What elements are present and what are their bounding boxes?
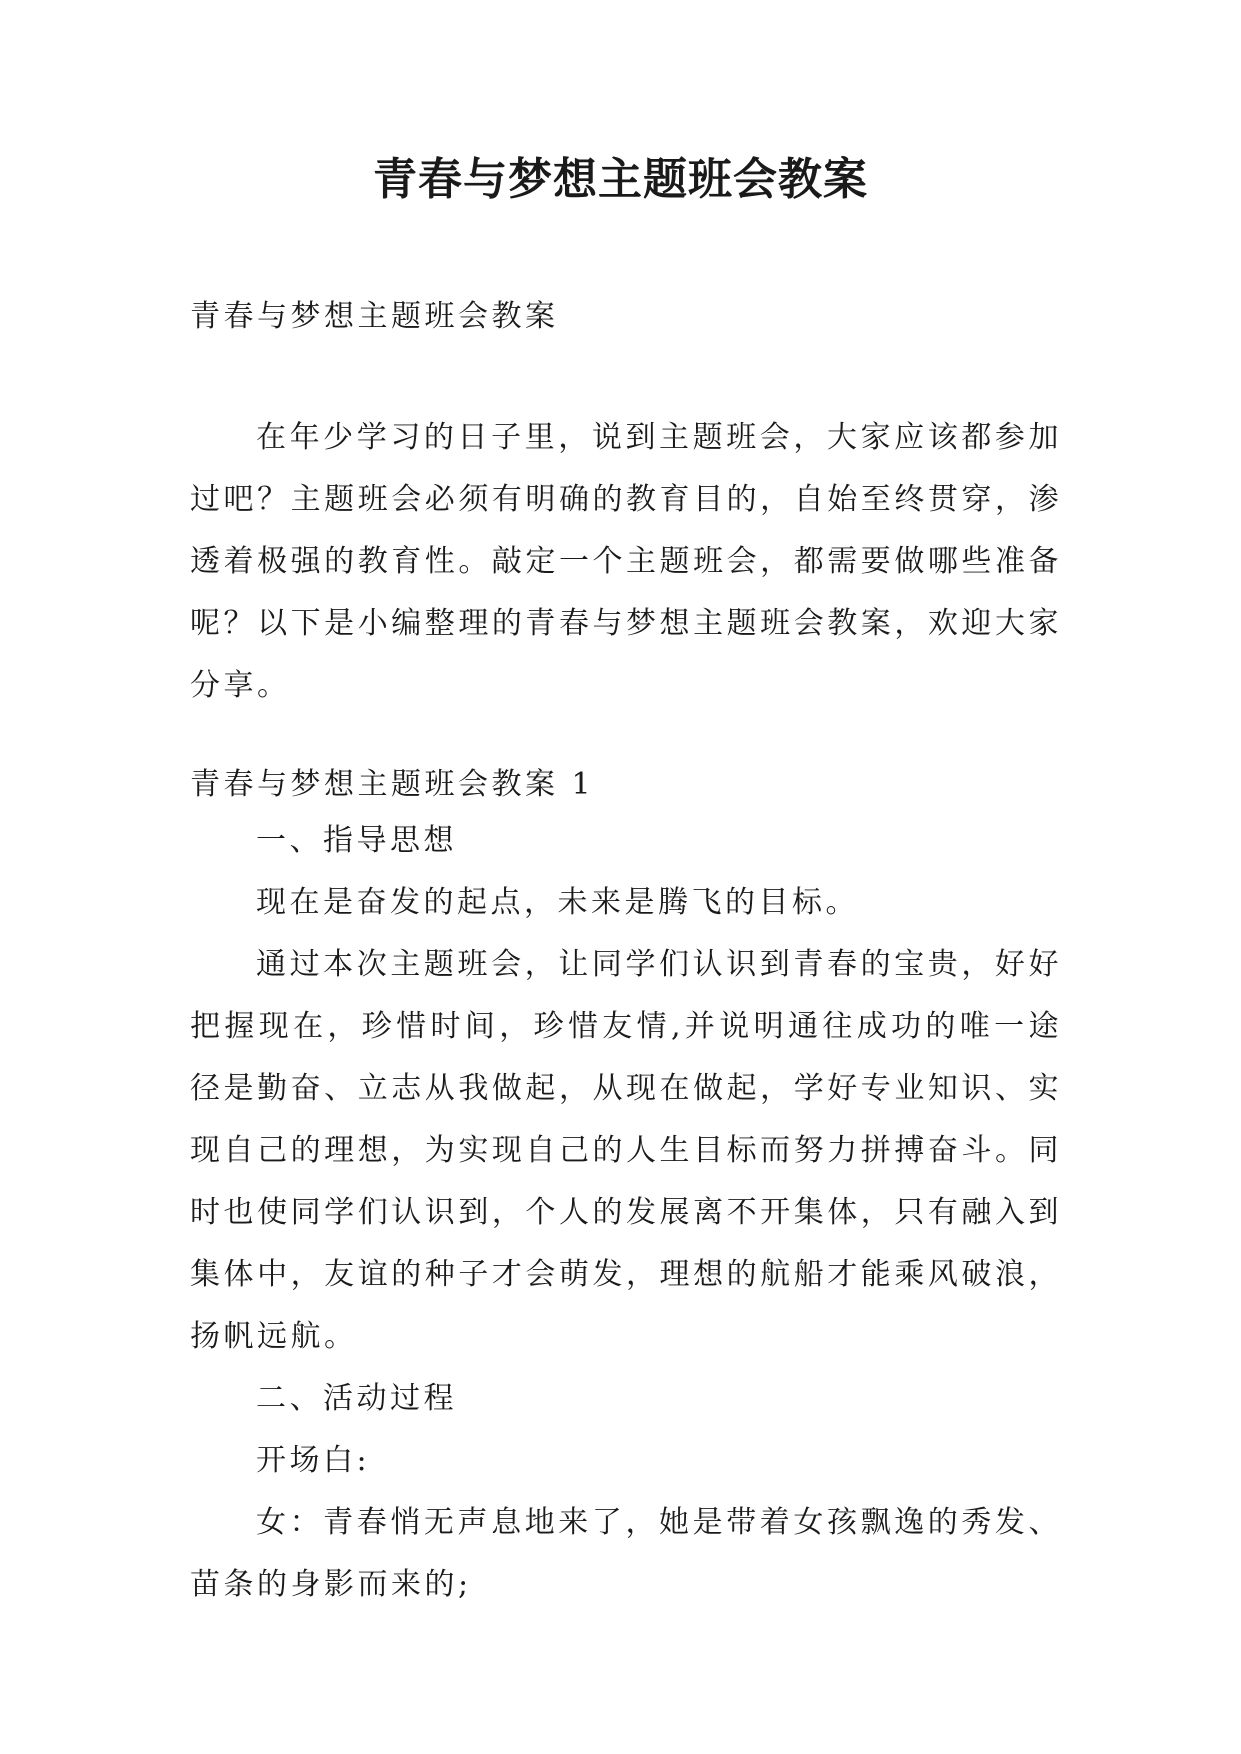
female-host-line: 女：青春悄无声息地来了，她是带着女孩飘逸的秀发、苗条的身影而来的; xyxy=(190,1505,1062,1602)
section-content xyxy=(190,810,1062,1616)
heading-guiding-ideology: 一、指导思想 xyxy=(256,823,457,858)
heading-activity-process: 二、活动过程 xyxy=(256,1381,457,1416)
purpose-paragraph: 通过本次主题班会，让同学们认识到青春的宝贵，好好把握现在，珍惜时间，珍惜友情,并说明通往成功的唯一途径是勤奋、立志从我做起，从现在做起，学好专业知识、实现自己的理想，为实现自己的人生目标而努力拼搏奋斗。同时也使同学们认识到，个人的发展离不开集体，只有融入到集体中，友谊的种子才会萌发，理想的航船才能乘风破浪，扬帆远航。 xyxy=(190,947,1062,1354)
document-title: 青春与梦想主题班会教案 xyxy=(373,154,868,205)
document-subtitle: 青春与梦想主题班会教案 xyxy=(190,299,559,334)
motto-paragraph: 现在是奋发的起点，未来是腾飞的目标。 xyxy=(256,885,859,920)
section-title: 青春与梦想主题班会教案 1 xyxy=(190,767,595,802)
opening-label: 开场白: xyxy=(256,1443,371,1478)
intro-paragraph: 在年少学习的日子里，说到主题班会，大家应该都参加过吧？主题班会必须有明确的教育目的，自始至终贯穿，渗透着极强的教育性。敲定一个主题班会，都需要做哪些准备呢？以下是小编整理的青春与梦想主题班会教案，欢迎大家分享。 xyxy=(190,420,1062,703)
